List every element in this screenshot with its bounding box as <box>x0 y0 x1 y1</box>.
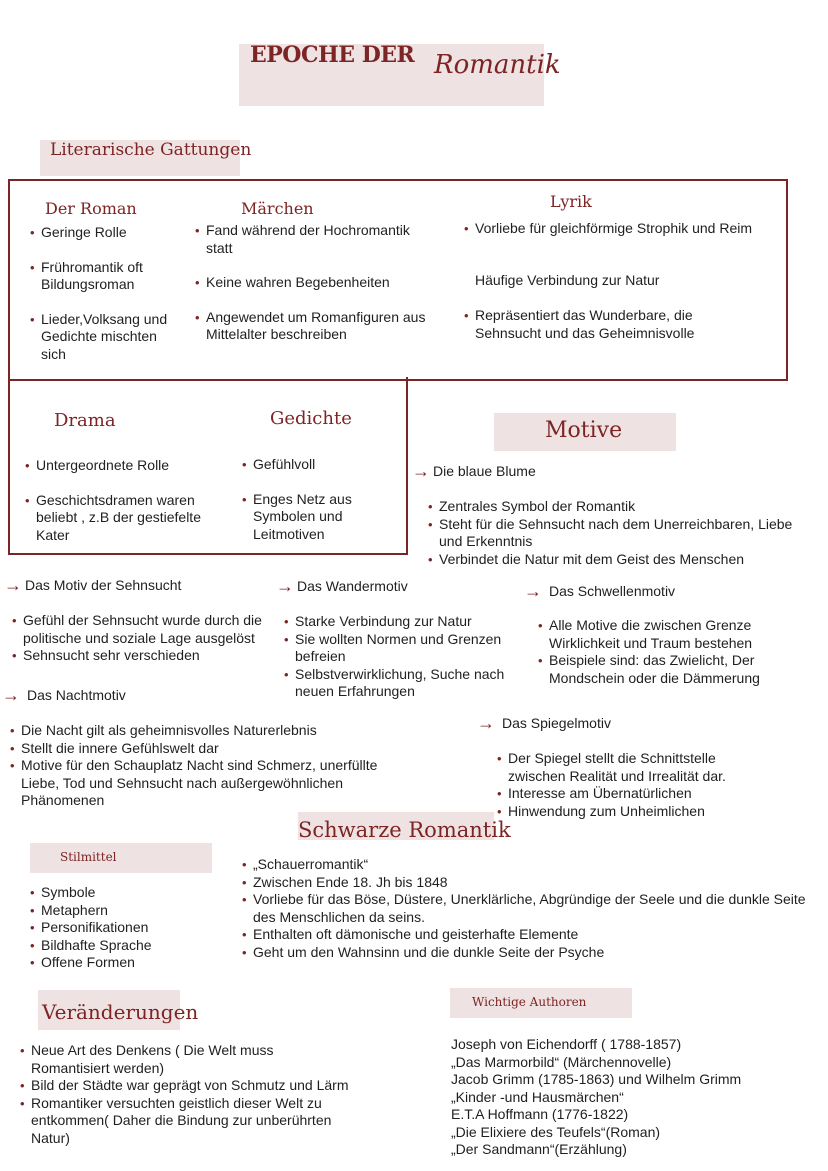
list-item: • Sie wollten Normen und Grenzen befreien <box>284 631 529 666</box>
schwarze-heading: Schwarze Romantik <box>298 818 511 842</box>
list-item: • „Schauerromantik“ <box>242 856 820 874</box>
list-item: • Hinwendung zum Unheimlichen <box>497 803 767 821</box>
list-item: • Zwischen Ende 18. Jh bis 1848 <box>242 874 820 892</box>
list-item: • Untergeordnete Rolle <box>25 457 205 475</box>
list-item: • Angewendet um Romanfiguren aus Mittelalter beschreiben <box>195 309 440 344</box>
list-item: • Gefühl der Sehnsucht wurde durch die politische und soziale Lage ausgelöst <box>12 612 287 647</box>
list-item: • Offene Formen <box>30 954 190 972</box>
veraenderungen-heading: Veränderungen <box>42 1000 199 1024</box>
motiv-title: Das Wandermotiv <box>297 578 408 594</box>
list-item: • Fand während der Hochromantik statt <box>195 222 440 257</box>
autoren-list <box>451 1036 821 1159</box>
arrow-right-icon: → <box>412 461 430 481</box>
lyrik-title: Lyrik <box>550 192 592 211</box>
list-item: • Gefühlvoll <box>242 456 382 474</box>
nacht-heading <box>2 686 126 704</box>
schwellen-heading <box>524 582 675 600</box>
list-item: • Verbindet die Natur mit dem Geist des Menschen <box>428 551 798 569</box>
arrow-right-icon: → <box>4 575 22 595</box>
lyrik-list-2 <box>464 307 734 342</box>
spiegel-list <box>497 750 767 820</box>
list-item: „Der Sandmann“(Erzählung) <box>451 1141 627 1157</box>
list-item: E.T.A Hoffmann (1776-1822) <box>451 1106 629 1122</box>
list-item: • Geschichtsdramen waren beliebt , z.B der gestiefelte Kater <box>25 492 205 545</box>
list-item: • Interesse am Übernatürlichen <box>497 785 767 803</box>
page-title: EPOCHE DER <box>250 42 415 68</box>
nacht-list <box>10 722 410 810</box>
motiv-title: Das Spiegelmotiv <box>502 715 611 731</box>
drama-title: Drama <box>54 410 116 431</box>
spiegel-heading <box>477 714 611 732</box>
list-item: • Die Nacht gilt als geheimnisvolles Naturerlebnis <box>10 722 410 740</box>
maerchen-list <box>195 222 440 344</box>
arrow-right-icon: → <box>477 713 495 733</box>
list-item: • Bild der Städte war geprägt von Schmutz und Lärm <box>20 1077 380 1095</box>
list-item: • Selbstverwirklichung, Suche nach neuen Erfahrungen <box>284 666 529 701</box>
motiv-title: Das Nachtmotiv <box>27 687 126 703</box>
arrow-right-icon: → <box>276 576 294 596</box>
list-item: • Romantiker versuchten geistlich dieser Welt zu entkommen( Daher die Bindung zur unberührten Natur) <box>20 1095 366 1148</box>
list-item: „Kinder -und Hausmärchen“ <box>451 1088 624 1105</box>
gedichte-title: Gedichte <box>270 408 352 429</box>
list-item: • Bildhafte Sprache <box>30 937 190 955</box>
wander-heading <box>276 577 408 595</box>
blaue-blume-list <box>428 498 798 568</box>
lyrik-list <box>464 220 764 238</box>
drama-list <box>25 457 205 544</box>
list-item: • Geringe Rolle <box>30 224 170 242</box>
gedichte-list <box>242 456 382 543</box>
schwarze-list <box>242 856 820 961</box>
list-item: • Personifikationen <box>30 919 190 937</box>
stilmittel-highlight <box>30 843 212 873</box>
schwellen-list <box>538 617 788 687</box>
list-item: • Geht um den Wahnsinn und die dunkle Seite der Psyche <box>242 944 820 962</box>
stilmittel-list <box>30 884 190 972</box>
list-item: • Symbole <box>30 884 190 902</box>
list-item: • Enthalten oft dämonische und geisterhafte Elemente <box>242 926 820 944</box>
gattungen-heading: Literarische Gattungen <box>50 140 252 160</box>
list-item: • Starke Verbindung zur Natur <box>284 613 529 631</box>
list-item: • Metaphern <box>30 902 190 920</box>
motiv-title: Das Motiv der Sehnsucht <box>25 577 182 593</box>
sehnsucht-list <box>12 612 287 665</box>
list-item: • Frühromantik oft Bildungsroman <box>30 259 170 294</box>
list-item: „Die Elixiere des Teufels“(Roman) <box>451 1123 661 1140</box>
list-item: • Lieder,Volksang und Gedichte mischten sich <box>30 311 170 364</box>
motiv-title: Das Schwellenmotiv <box>549 583 676 599</box>
list-item: • Stellt die innere Gefühlswelt dar <box>10 740 410 758</box>
list-item: • Steht für die Sehnsucht nach dem Unerreichbaren, Liebe und Erkenntnis <box>428 516 798 551</box>
stilmittel-heading: Stilmittel <box>60 850 117 864</box>
sehnsucht-heading <box>4 576 181 594</box>
autoren-heading: Wichtige Authoren <box>472 995 587 1009</box>
list-item: • Sehnsucht sehr verschieden <box>12 647 287 665</box>
motive-heading: Motive <box>545 418 623 443</box>
list-item: • Beispiele sind: das Zwielicht, Der Mondschein oder die Dämmerung <box>538 652 788 687</box>
roman-list <box>30 224 170 363</box>
list-item: • Zentrales Symbol der Romantik <box>428 498 798 516</box>
list-item: Joseph von Eichendorff ( 1788-1857) <box>451 1036 682 1052</box>
arrow-right-icon: → <box>524 581 542 601</box>
list-item: Jacob Grimm (1785-1863) und Wilhelm Grimm <box>451 1071 742 1087</box>
wander-list <box>284 613 529 701</box>
page-title-script: Romantik <box>434 50 561 80</box>
list-item: • Enges Netz aus Symbolen und Leitmotiven <box>242 491 382 544</box>
list-item: • Repräsentiert das Wunderbare, die Sehnsucht und das Geheimnisvolle <box>464 307 734 342</box>
roman-title: Der Roman <box>45 199 137 218</box>
list-item: „Das Marmorbild“ (Märchennovelle) <box>451 1053 672 1070</box>
list-item: • Vorliebe für gleichförmige Strophik und Reim <box>464 220 764 238</box>
list-item: • Keine wahren Begebenheiten <box>195 274 440 292</box>
list-item: • Motive für den Schauplatz Nacht sind Schmerz, unerfüllte Liebe, Tod und Sehnsucht nach außergewöhnlichen Phänomenen <box>10 757 410 810</box>
list-item: • Alle Motive die zwischen Grenze Wirklichkeit und Traum bestehen <box>538 617 788 652</box>
list-item: • Der Spiegel stellt die Schnittstelle zwischen Realität und Irrealität dar. <box>497 750 767 785</box>
maerchen-title: Märchen <box>241 199 314 218</box>
lyrik-line: Häufige Verbindung zur Natur <box>475 272 660 288</box>
list-item: • Vorliebe für das Böse, Düstere, Unerklärliche, Abgründige der Seele und die dunkle Seite des Menschlichen da seins. <box>242 891 820 926</box>
arrow-right-icon: → <box>2 685 20 705</box>
blaue-blume-heading <box>412 462 536 480</box>
motiv-title: Die blaue Blume <box>433 463 536 479</box>
veraenderungen-list <box>20 1042 380 1147</box>
list-item: • Neue Art des Denkens ( Die Welt muss Romantisiert werden) <box>20 1042 311 1077</box>
